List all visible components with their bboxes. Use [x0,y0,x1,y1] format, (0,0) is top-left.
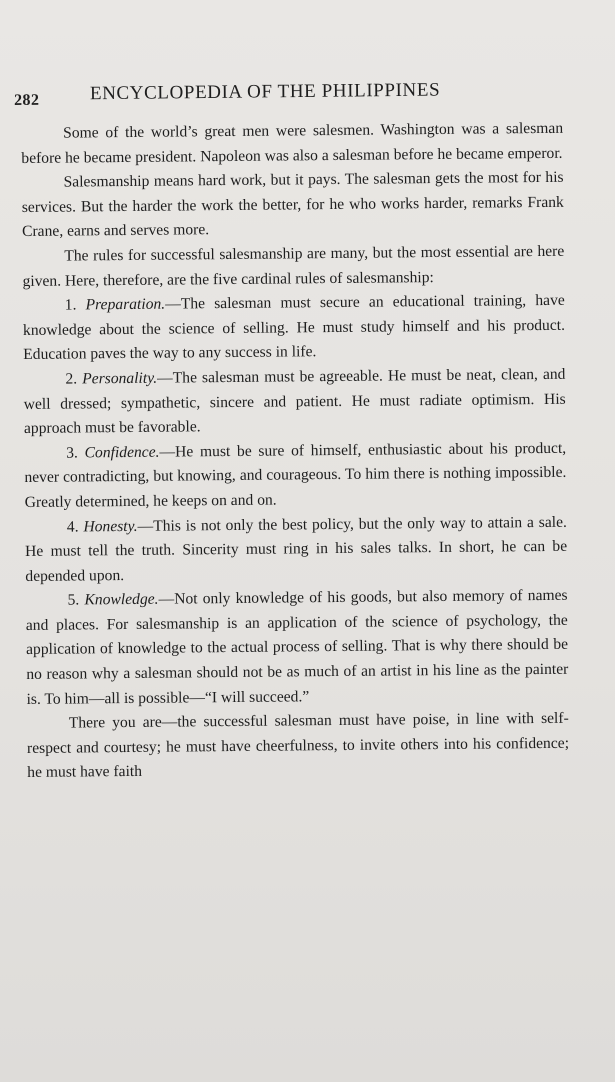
rule-text: —This is not only the best policy, but the only way to attain a sale. He must tell the truth. Sincerity must ring in his sales talks. In short, he can be depended upon. [25,513,568,585]
rule-text: —Not only knowledge of his goods, but also memory of names and places. For salesmanship is an application of the science of psychology, the application of knowledge to the actual process of selling. That is why there should be no reason why a salesman should not be as much of an artist in his line as the painter is. To him—all is possible—“I will succeed.” [25,587,569,708]
rule-number: 1. [64,296,77,314]
page-number: 282 [13,91,40,109]
rule-confidence [24,437,567,516]
rule-knowledge [25,584,568,712]
rule-personality [23,363,566,442]
rule-title: Confidence. [84,443,160,462]
page-header [14,78,574,114]
rule-title: Honesty. [83,517,138,535]
rule-number: 3. [66,444,78,462]
rule-title: Knowledge. [84,590,159,609]
paragraph-closing: There you are—the successful salesman must have poise, in line with self-respect and courtesy; he must have cheerfulness, to invite others into his confidence; he must have faith [26,710,570,782]
rule-honesty [25,510,568,589]
rule-text: —He must be sure of himself, enthusiastic about his product, never contradicting, but knowing, and courageous. To him there is nothing impossible. Greatly determined, he keeps on and on. [24,439,567,511]
running-title: ENCYCLOPEDIA OF THE PHILIPPINES [89,79,441,105]
rule-text: —The salesman must secure an educational training, have knowledge about the science of selling. He must study himself and his product. Education paves the way to any success in life. [22,291,566,364]
rule-number: 5. [67,591,80,609]
rule-number: 2. [65,370,78,388]
rule-number: 4. [66,517,79,536]
rule-title: Personality. [82,369,158,388]
rule-title: Preparation. [85,295,166,314]
paragraph-salesmanship: Salesmanship means hard work, but it pays. The salesman gets the most for his services. But the harder the work the better, for he who works harder, remarks Frank Crane, earns and serves more. [21,168,564,241]
paragraph-rules-intro: The rules for successful salesmanship are many, but the most essential are here given. Here, therefore, are the five cardinal rules of salesmanship: [22,242,565,290]
rule-preparation [23,289,566,368]
body-text [21,117,569,786]
paragraph-intro: Some of the world’s great men were salesmen. Washington was a salesman before he became president. Napoleon was also a salesman before he became emperor. [21,119,564,167]
rule-text: —The salesman must be agreeable. He must be neat, clean, and well dressed; sympathetic, sincere and patient. He must radiate optimism. His approach must be favorable. [23,365,566,438]
